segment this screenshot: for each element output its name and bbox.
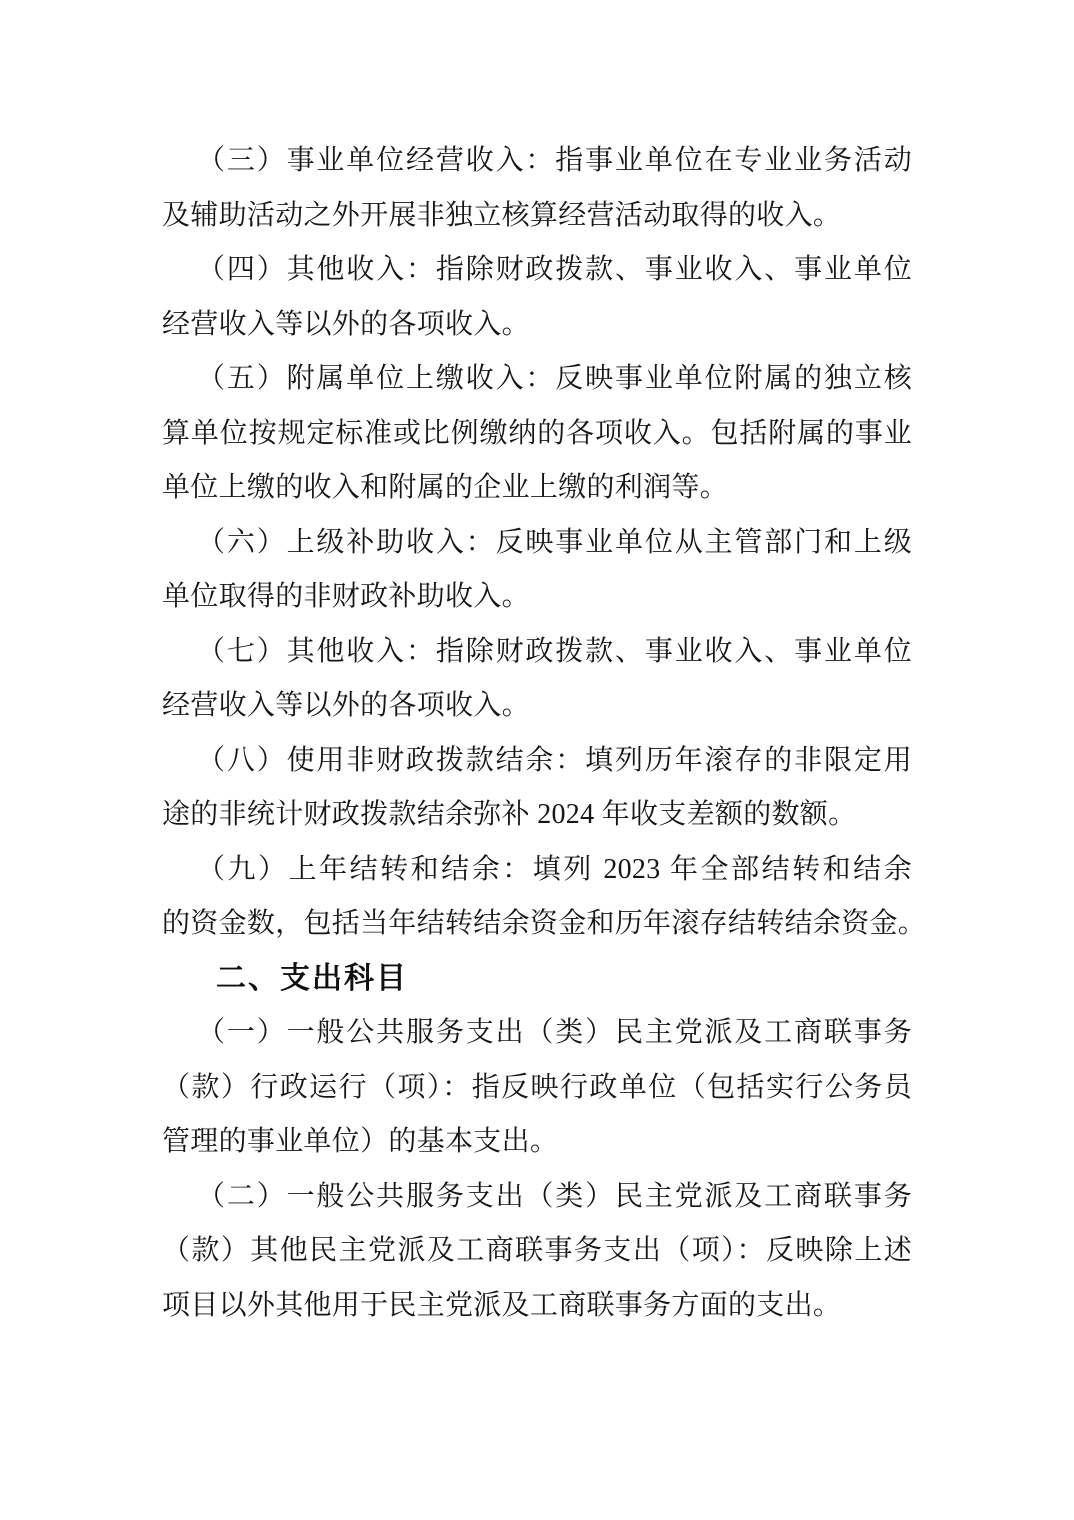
paragraph [162, 243, 912, 352]
paragraph [162, 516, 912, 625]
text-line: 单位上缴的收入和附属的企业上缴的利润等。 [162, 472, 729, 503]
heading-text: 二、支出科目 [216, 961, 408, 995]
text-line: 途的非统计财政拨款结余弥补 2024 年收支差额的数额。 [162, 799, 857, 830]
text-line: （四）其他收入：指除财政拨款、事业收入、事业单位 [197, 254, 912, 285]
paragraph [162, 134, 912, 243]
paragraph [162, 843, 927, 952]
text-line: 算单位按规定标准或比例缴纳的各项收入。包括附属的事业 [162, 417, 912, 449]
paragraph [162, 352, 912, 516]
text-line: 单位取得的非财政补助收入。 [162, 581, 530, 612]
document-body [162, 134, 927, 1333]
text-line: （七）其他收入：指除财政拨款、事业收入、事业单位 [197, 635, 912, 667]
text-line: 经营收入等以外的各项收入。 [162, 308, 530, 340]
text-line: （六）上级补助收入：反映事业单位从主管部门和上级 [197, 526, 912, 558]
text-line: （二）一般公共服务支出（类）民主党派及工商联事务 [197, 1180, 912, 1212]
text-line: （八）使用非财政拨款结余：填列历年滚存的非限定用 [197, 744, 912, 776]
text-line: 管理的事业单位）的基本支出。 [162, 1126, 559, 1157]
text-line: （款）行政运行（项）：指反映行政单位（包括实行公务员 [162, 1071, 912, 1103]
text-line: （一）一般公共服务支出（类）民主党派及工商联事务 [197, 1017, 912, 1048]
paragraph [162, 1006, 912, 1170]
text-line: （五）附属单位上缴收入：反映事业单位附属的独立核 [197, 363, 912, 394]
paragraph [162, 734, 912, 843]
text-line: （九）上年结转和结余：填列 2023 年全部结转和结余 [197, 853, 912, 885]
text-line: 项目以外其他用于民主党派及工商联事务方面的支出。 [162, 1289, 842, 1321]
text-line: （款）其他民主党派及工商联事务支出（项）：反映除上述 [162, 1235, 912, 1266]
text-line: 及辅助活动之外开展非独立核算经营活动取得的收入。 [162, 199, 842, 231]
text-line: （三）事业单位经营收入：指事业单位在专业业务活动 [197, 145, 912, 176]
section-heading [162, 952, 912, 1007]
text-line: 的资金数，包括当年结转结余资金和历年滚存结转结余资金。 [162, 908, 927, 939]
paragraph [162, 1170, 912, 1334]
paragraph [162, 625, 912, 734]
text-line: 经营收入等以外的各项收入。 [162, 690, 530, 721]
